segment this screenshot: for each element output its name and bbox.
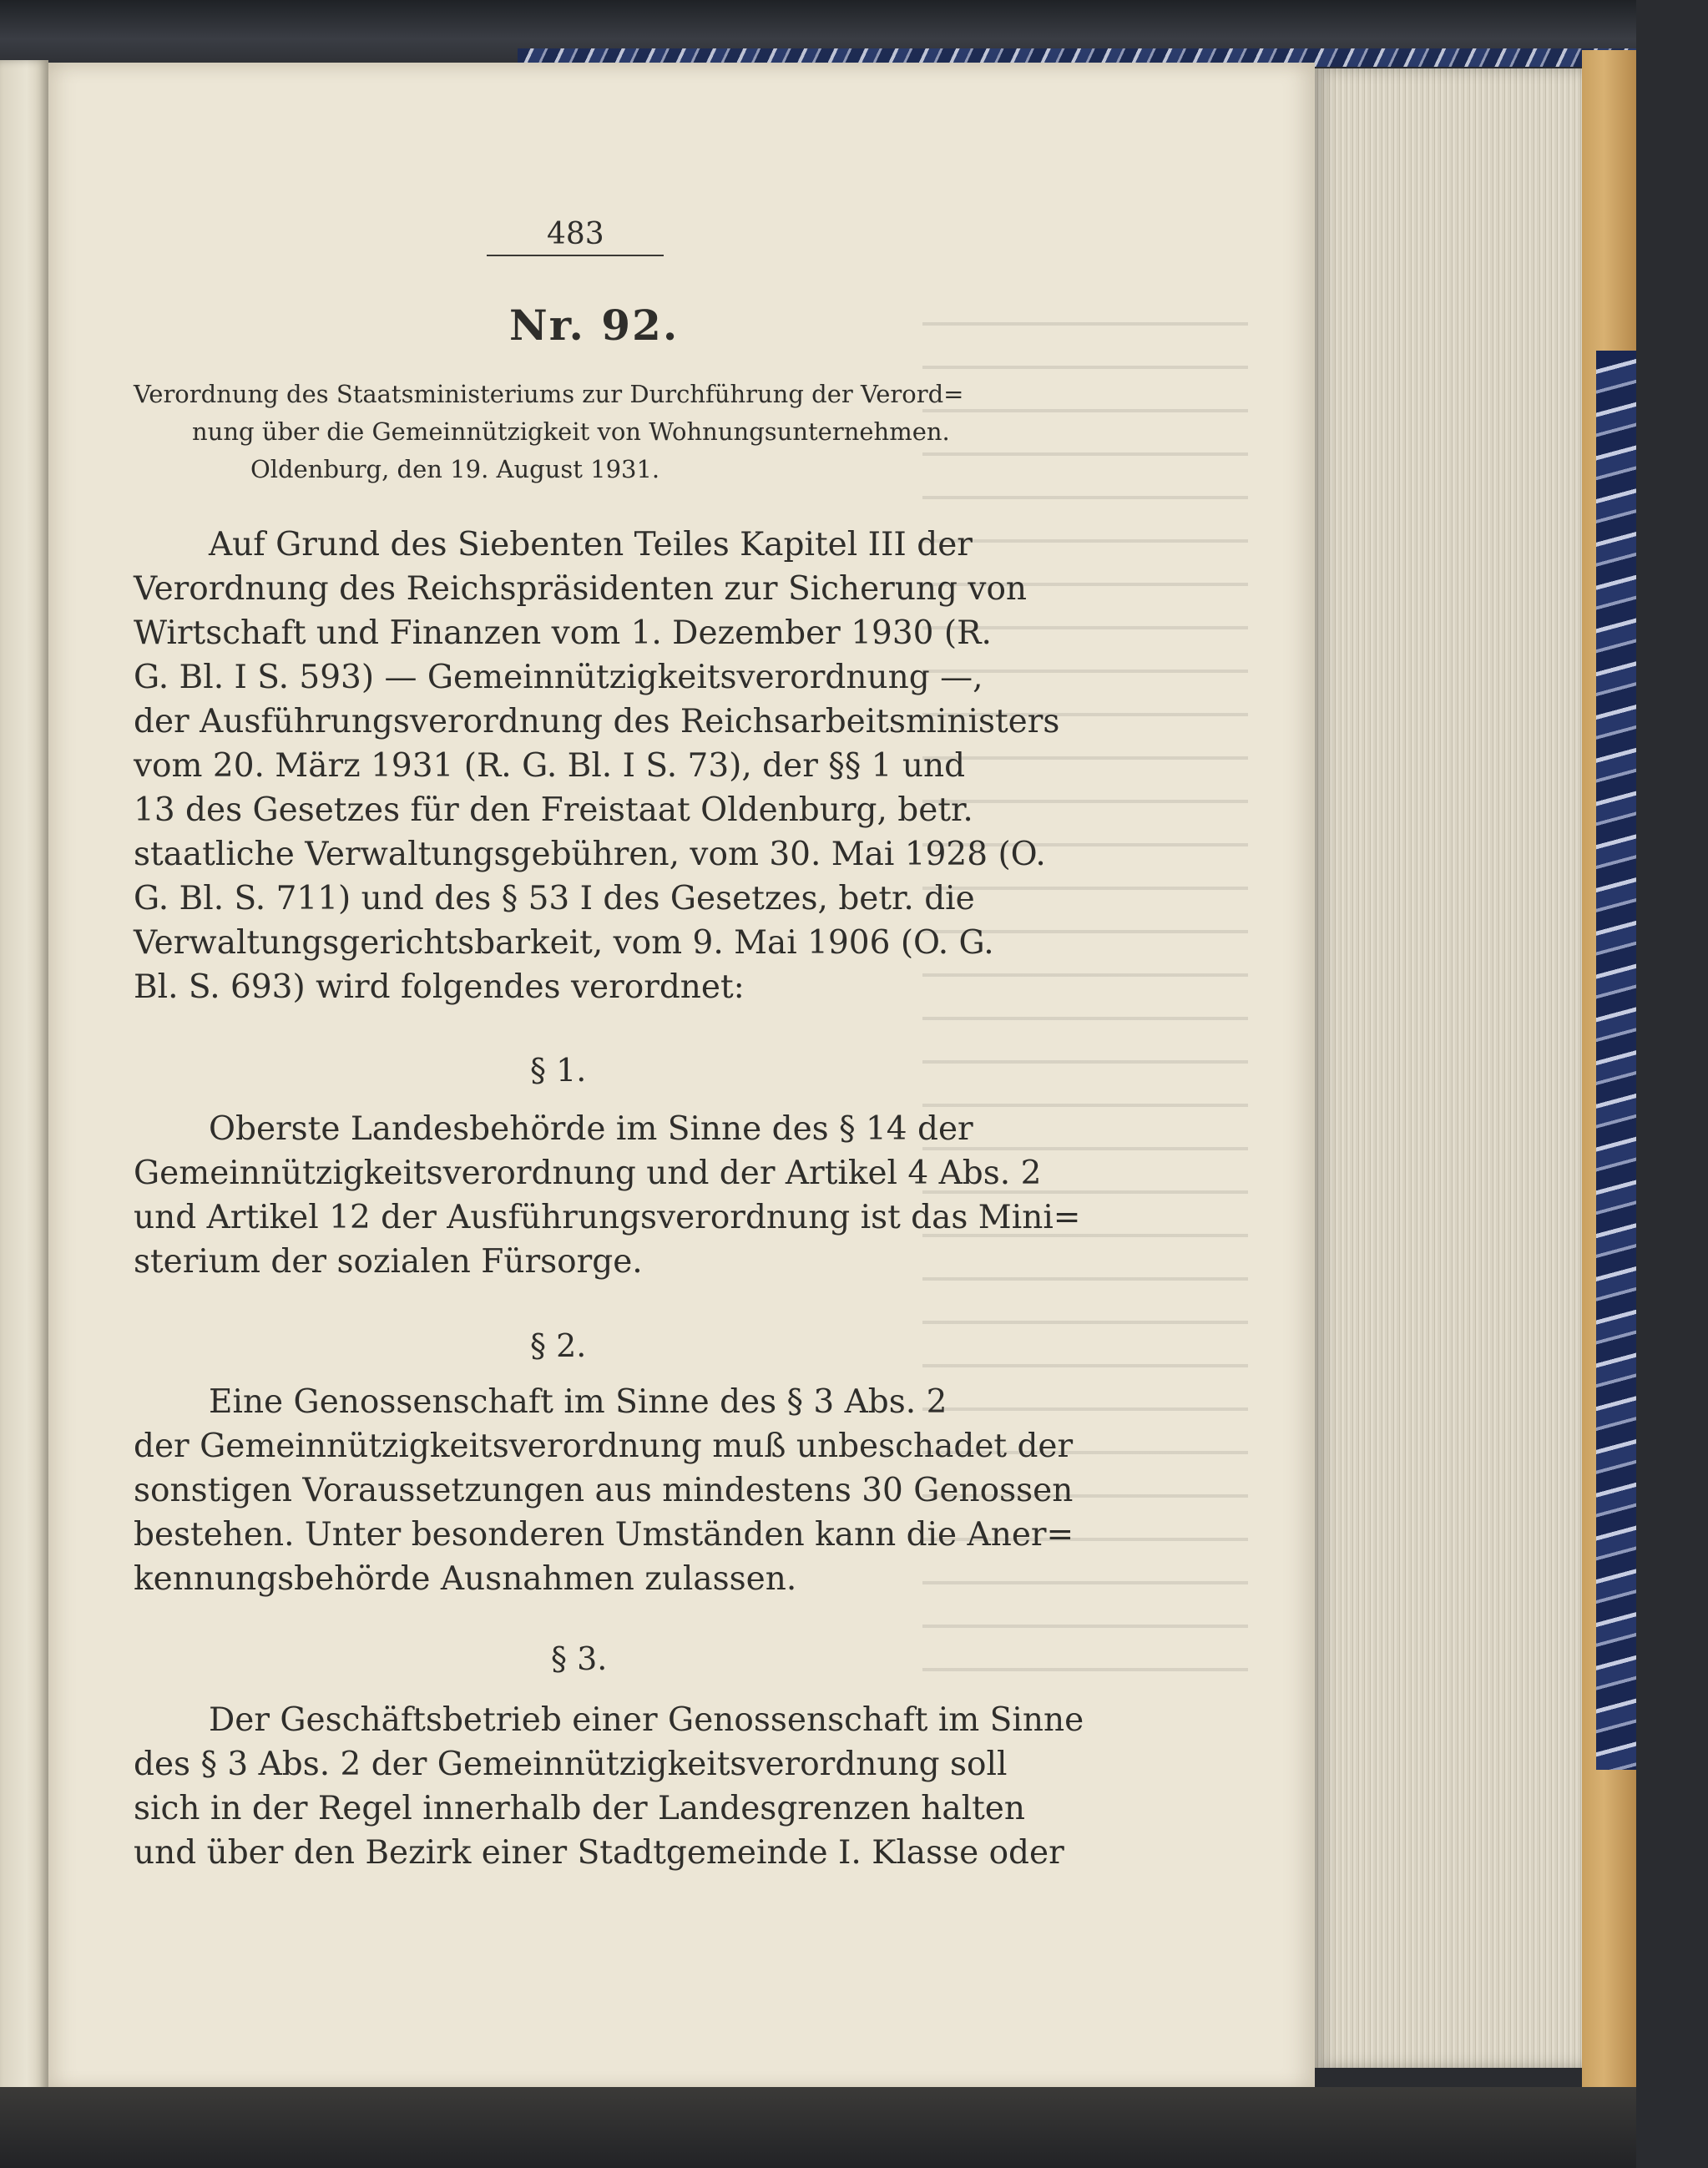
- heading-line: nung über die Gemeinnützigkeit von Wohnungsunternehmen.: [192, 417, 950, 446]
- preamble-line: Verwaltungsgerichtsbarkeit, vom 9. Mai 1906 (O. G.: [134, 924, 994, 962]
- preamble-line: Bl. S. 693) wird folgendes verordnet:: [134, 968, 745, 1006]
- section-line: und Artikel 12 der Ausführungsverordnung ist das Mini=: [134, 1199, 1081, 1236]
- preamble-line: G. Bl. S. 711) und des § 53 I des Gesetzes, betr. die: [134, 880, 975, 917]
- book-cover-bottom: [0, 2087, 1636, 2168]
- page-number: 483: [547, 217, 604, 251]
- section-line: sterium der sozialen Fürsorge.: [134, 1243, 643, 1281]
- heading-line: Verordnung des Staatsministeriums zur Durchführung der Verord=: [134, 380, 964, 408]
- section-line: der Gemeinnützigkeitsverordnung muß unbeschadet der: [134, 1428, 1074, 1465]
- section-line: Eine Genossenschaft im Sinne des § 3 Abs. 2: [209, 1383, 947, 1421]
- section-heading: § 2.: [530, 1327, 587, 1364]
- section-line: und über den Bezirk einer Stadtgemeinde I. Klasse oder: [134, 1834, 1064, 1872]
- preamble-line: vom 20. März 1931 (R. G. Bl. I S. 73), der §§ 1 und: [134, 747, 966, 785]
- heading-line: Oldenburg, den 19. August 1931.: [250, 455, 660, 483]
- marbled-cover-right: [1596, 351, 1636, 1770]
- header-rule: [487, 255, 664, 256]
- book-page: [48, 63, 1315, 2091]
- document-number: Nr. 92.: [509, 301, 680, 350]
- section-line: kennungsbehörde Ausnahmen zulassen.: [134, 1560, 797, 1598]
- preamble-line: 13 des Gesetzes für den Freistaat Oldenburg, betr.: [134, 791, 973, 829]
- preamble-line: staatliche Verwaltungsgebühren, vom 30. Mai 1928 (O.: [134, 836, 1046, 873]
- preamble-line: Wirtschaft und Finanzen vom 1. Dezember 1930 (R.: [134, 614, 992, 652]
- section-line: Oberste Landesbehörde im Sinne des § 14 der: [209, 1110, 973, 1148]
- section-line: Gemeinnützigkeitsverordnung und der Artikel 4 Abs. 2: [134, 1155, 1042, 1192]
- preamble-line: Auf Grund des Siebenten Teiles Kapitel III der: [209, 526, 973, 563]
- section-line: Der Geschäftsbetrieb einer Genossenschaft im Sinne: [209, 1701, 1084, 1739]
- preamble-line: der Ausführungsverordnung des Reichsarbeitsministers: [134, 703, 1060, 740]
- section-line: sonstigen Voraussetzungen aus mindestens 30 Genossen: [134, 1472, 1074, 1509]
- page-block-edge: [1315, 68, 1582, 2068]
- section-heading: § 1.: [530, 1052, 587, 1089]
- left-page-edge: [0, 60, 48, 2105]
- section-line: des § 3 Abs. 2 der Gemeinnützigkeitsverordnung soll: [134, 1746, 1008, 1783]
- preamble-line: Verordnung des Reichspräsidenten zur Sicherung von: [134, 570, 1028, 608]
- preamble-line: G. Bl. I S. 593) — Gemeinnützigkeitsverordnung —,: [134, 659, 983, 696]
- section-line: sich in der Regel innerhalb der Landesgrenzen halten: [134, 1790, 1025, 1827]
- section-line: bestehen. Unter besonderen Umständen kann die Aner=: [134, 1516, 1074, 1554]
- section-heading: § 3.: [551, 1640, 608, 1677]
